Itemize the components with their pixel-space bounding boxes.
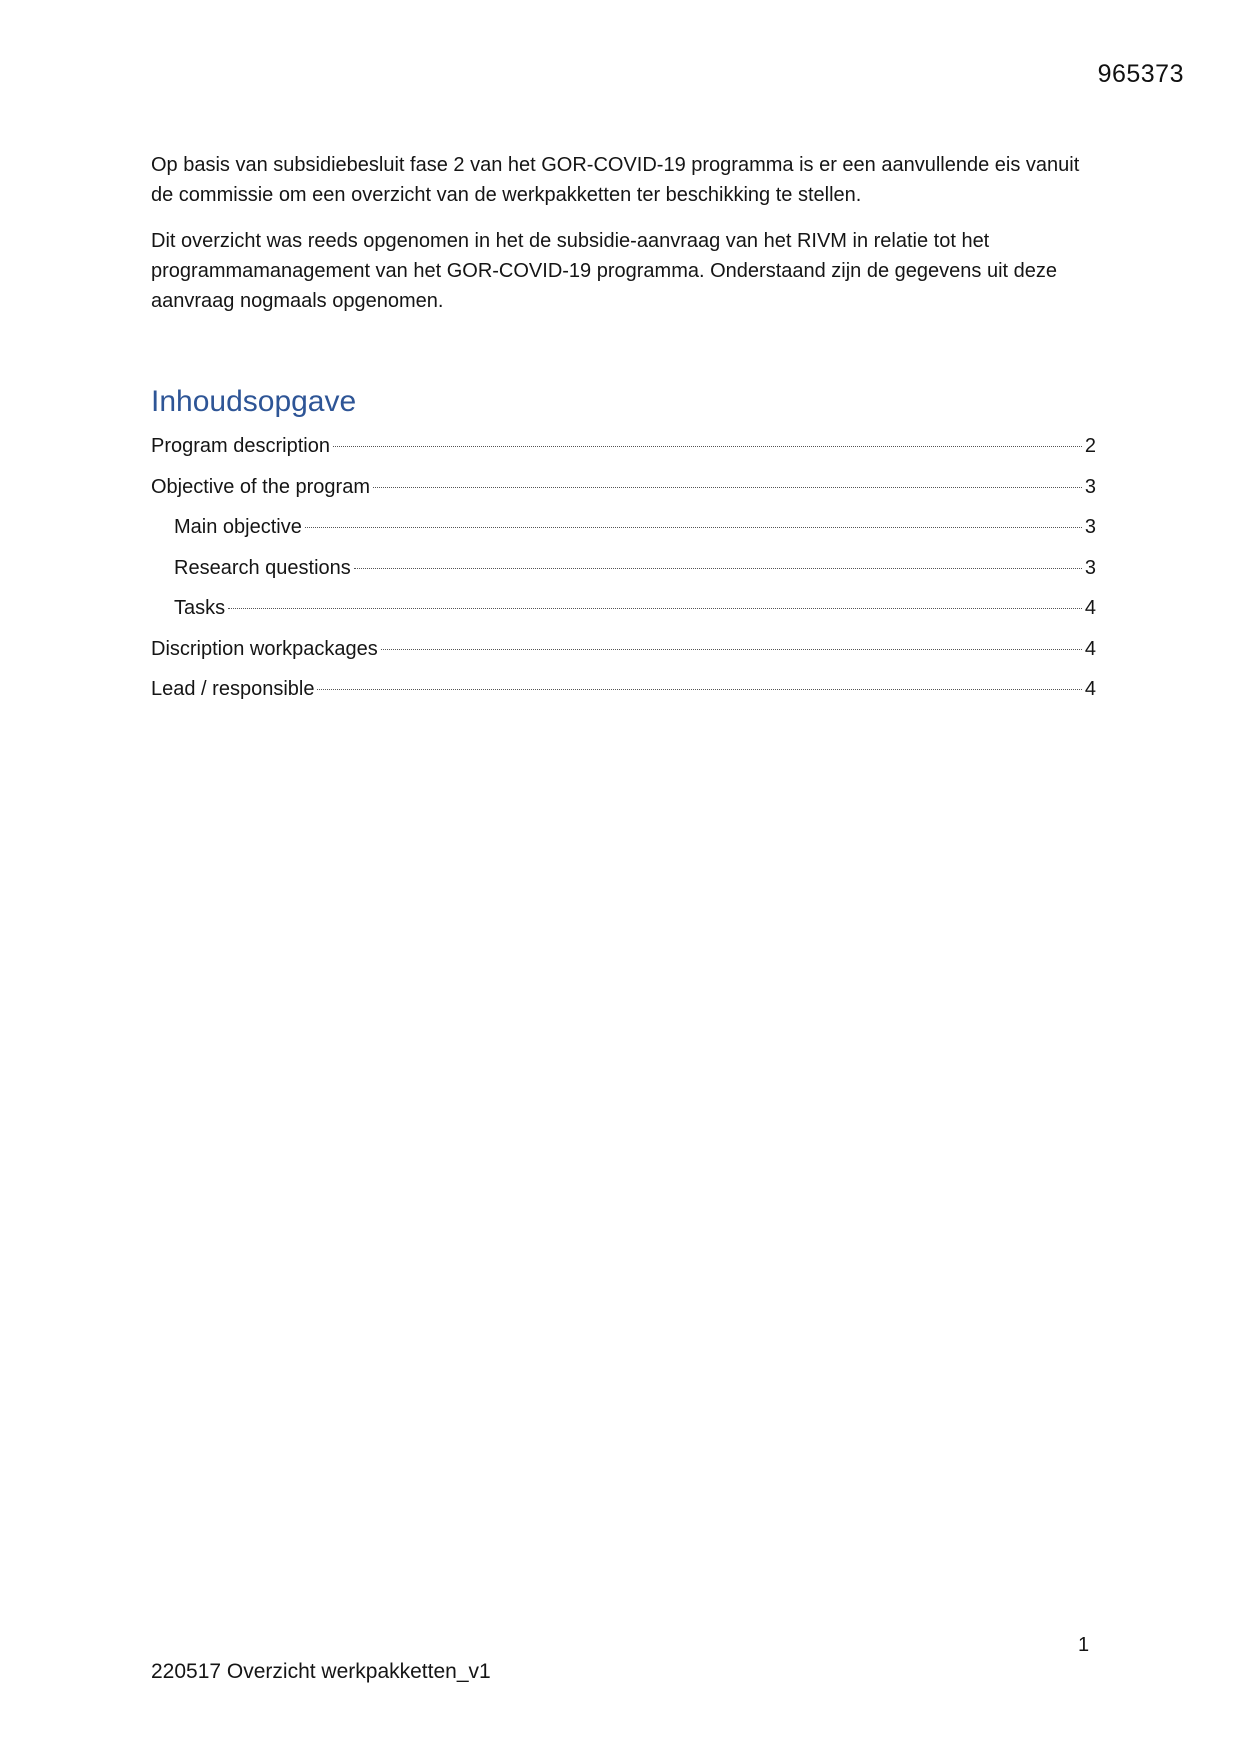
toc-entry-tasks[interactable] — [151, 588, 1096, 629]
intro-paragraph-1: Op basis van subsidiebesluit fase 2 van het GOR-COVID-19 programma is er een aanvullende eis vanuit de commissie om een overzicht van de werkpakketten ter beschikking te stellen. — [151, 154, 1080, 206]
table-of-contents — [151, 426, 1096, 710]
toc-entry-page: 4 — [1084, 678, 1096, 700]
toc-entry-page: 3 — [1084, 556, 1096, 579]
intro-paragraph-2: Dit overzicht was reeds opgenomen in het de subsidie-aanvraag van het RIVM in relatie tot het programmamanagement van het GOR-COVID-19 programma. Onderstaand zijn de gegevens uit deze aanvraag nogmaals opgenomen. — [151, 230, 1058, 312]
toc-entry-research-questions[interactable] — [151, 548, 1096, 589]
toc-entry-label: Program description — [151, 435, 330, 457]
toc-entry-label: Objective of the program — [151, 475, 370, 498]
toc-entry-objective-of-the-program[interactable] — [151, 467, 1096, 508]
toc-entry-label: Tasks — [174, 597, 226, 619]
toc-entry-main-objective[interactable] — [151, 507, 1096, 548]
toc-entry-page: 3 — [1084, 516, 1096, 538]
toc-heading: Inhoudsopgave — [151, 385, 357, 418]
toc-entry-label: Main objective — [174, 516, 302, 538]
toc-entry-page: 3 — [1084, 475, 1096, 498]
toc-entry-page: 2 — [1084, 435, 1096, 457]
toc-entry-lead-responsible[interactable] — [151, 669, 1096, 710]
toc-dot-leader — [381, 649, 1082, 650]
toc-dot-leader — [354, 568, 1082, 569]
toc-dot-leader — [228, 608, 1082, 609]
toc-entry-label: Discription workpackages — [151, 637, 378, 660]
toc-dot-leader — [305, 527, 1082, 528]
toc-entry-discription-workpackages[interactable] — [151, 629, 1096, 670]
document-id: 965373 — [1097, 60, 1184, 88]
toc-entry-program-description[interactable] — [151, 426, 1096, 467]
footer-filename: 220517 Overzicht werkpakketten_v1 — [151, 1660, 491, 1683]
page-number: 1 — [1078, 1634, 1090, 1656]
toc-dot-leader — [373, 487, 1082, 488]
toc-entry-label: Lead / responsible — [151, 678, 315, 700]
toc-entry-page: 4 — [1084, 637, 1096, 660]
toc-dot-leader — [317, 689, 1081, 690]
page-content — [151, 150, 1096, 710]
toc-entry-page: 4 — [1084, 597, 1096, 619]
toc-dot-leader — [333, 446, 1082, 447]
toc-entry-label: Research questions — [174, 556, 351, 579]
